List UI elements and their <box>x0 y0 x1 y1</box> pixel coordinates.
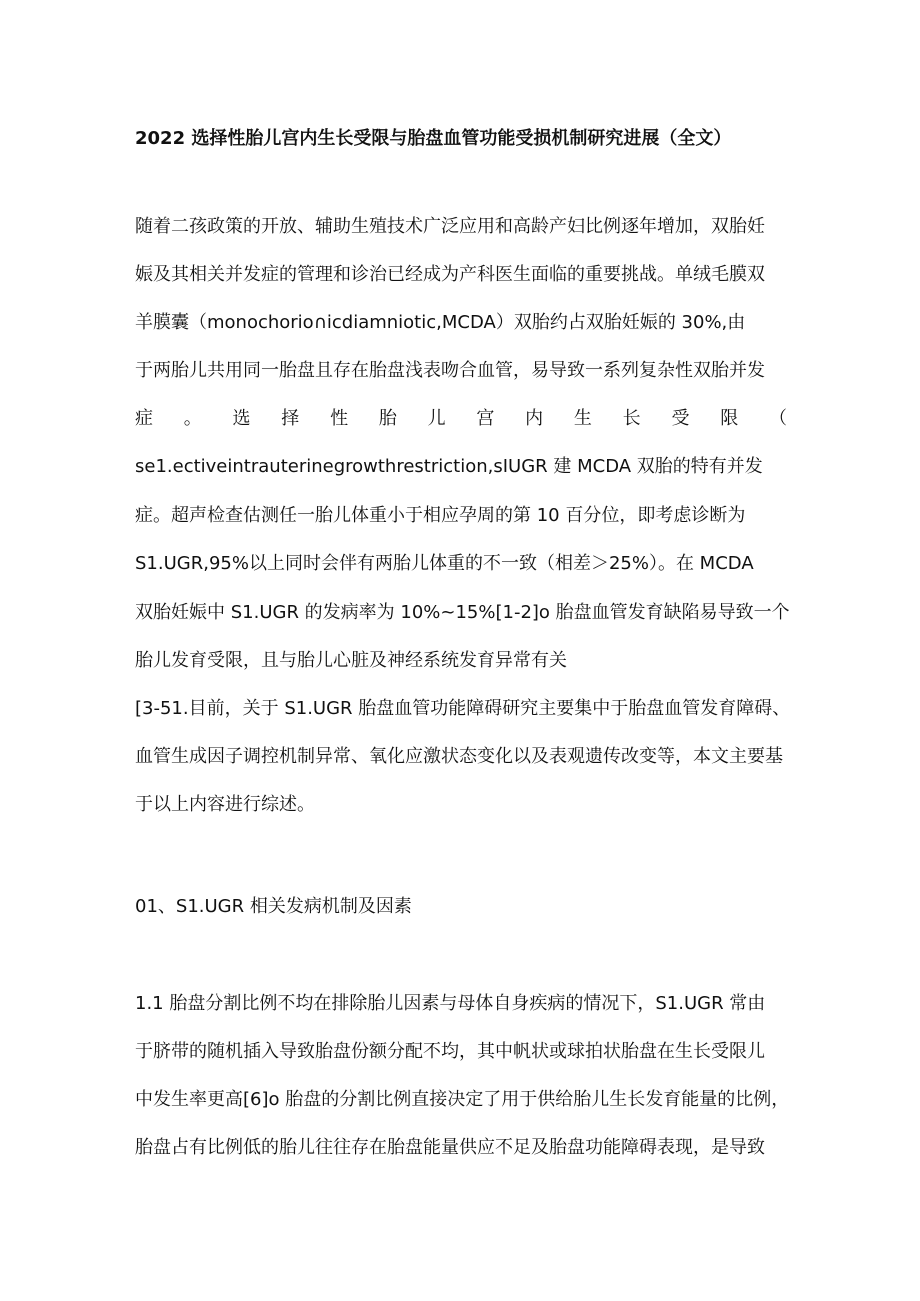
intro-line-12: 血管生成因子调控机制异常、氧化应激状态变化以及表观遗传改变等，本文主要基 <box>135 746 783 767</box>
section-heading: 01、S1.UGR 相关发病机制及因素 <box>135 896 412 917</box>
intro-line-1: 随着二孩政策的开放、辅助生殖技术广泛应用和高龄产妇比例逐年增加，双胎妊 <box>135 216 765 237</box>
intro-line-4: 于两胎儿共用同一胎盘且存在胎盘浅表吻合血管，易导致一系列复杂性双胎并发 <box>135 360 765 381</box>
intro-line-2: 娠及其相关并发症的管理和诊治已经成为产科医生面临的重要挑战。单绒毛膜双 <box>135 264 765 285</box>
document-title: 2022 选择性胎儿宫内生长受限与胎盘血管功能受损机制研究进展（全文） <box>135 128 732 149</box>
intro-line-7: 症。超声检查估测任一胎儿体重小于相应孕周的第 10 百分位，即考虑诊断为 <box>135 505 746 526</box>
intro-line-3: 羊膜囊（monochorio∩icdiamniotic,MCDA）双胎约占双胎妊娠的 30%,由 <box>135 312 746 333</box>
intro-line-5: 症 。 选 择 性 胎 儿 宫 内 生 长 受 限 （ <box>135 408 787 429</box>
intro-line-9: 双胎妊娠中 S1.UGR 的发病率为 10%~15%[1-2]o 胎盘血管发育缺陷易导致一个 <box>135 602 790 623</box>
intro-line-11: [3-51.目前，关于 S1.UGR 胎盘血管功能障碍研究主要集中于胎盘血管发育障碍、 <box>135 698 791 719</box>
section-line-3: 中发生率更高[6]o 胎盘的分割比例直接决定了用于供给胎儿生长发育能量的比例， <box>135 1089 790 1110</box>
intro-line-10: 胎儿发育受限，且与胎儿心脏及神经系统发育异常有关 <box>135 650 567 671</box>
section-line-1: 1.1 胎盘分割比例不均在排除胎儿因素与母体自身疾病的情况下，S1.UGR 常由 <box>135 993 766 1014</box>
intro-line-8: S1.UGR,95%以上同时会伴有两胎儿体重的不一致（相差＞25%）。在 MCDA <box>135 553 754 574</box>
intro-line-13: 于以上内容进行综述。 <box>135 794 315 815</box>
section-line-4: 胎盘占有比例低的胎儿往往存在胎盘能量供应不足及胎盘功能障碍表现，是导致 <box>135 1137 765 1158</box>
intro-line-6: se1.ectiveintrauterinegrowthrestriction,sIUGR 建 MCDA 双胎的特有并发 <box>135 456 763 477</box>
section-line-2: 于脐带的随机插入导致胎盘份额分配不均，其中帆状或球拍状胎盘在生长受限儿 <box>135 1041 765 1062</box>
